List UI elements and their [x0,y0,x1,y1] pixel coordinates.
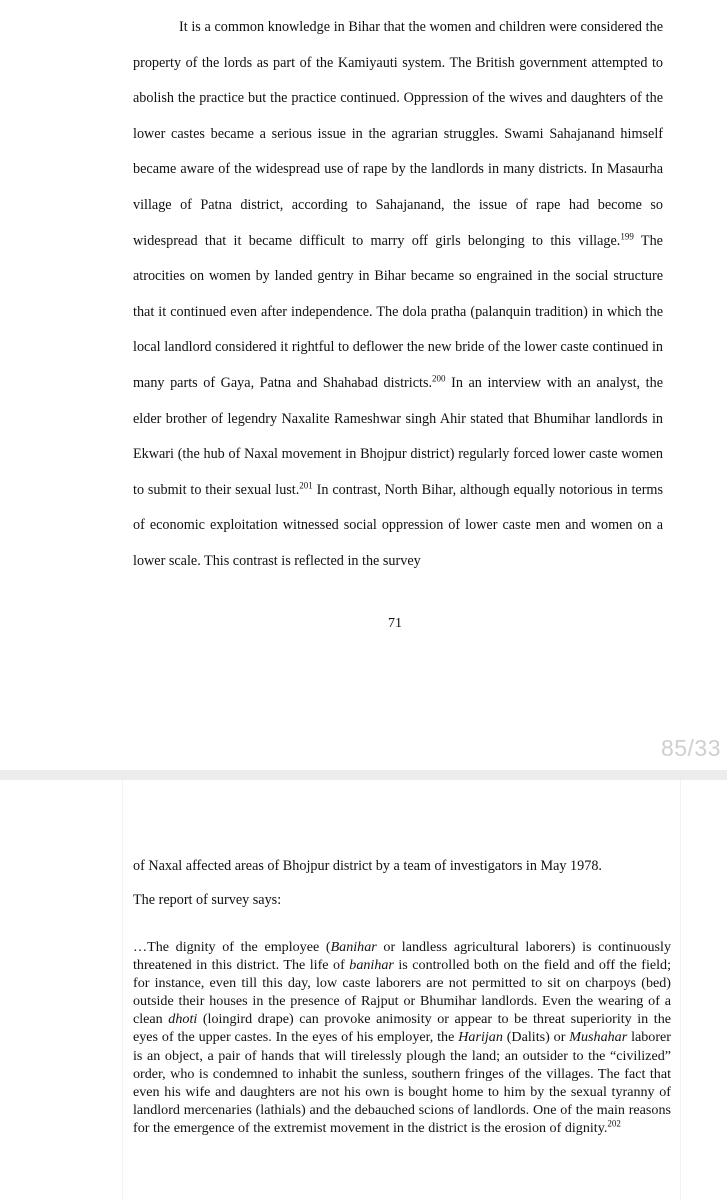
block-quote [133,938,671,1137]
continuation-line: of Naxal affected areas of Bhojpur district by a team of investigators in May 1978. [133,858,602,874]
footnote-marker: 200 [432,373,446,384]
body-paragraph [133,10,663,580]
page-counter: 85/33 [660,735,721,761]
text-run: is controlled both on the field and off the field; for instance, even till this day, low caste laborers are not permitted to sit on charpoys (bed) outside their houses in the presence of Rajput or Bhumihar landlords. Even the wearing of a clean [133,957,671,1028]
italic-term: dhoti [168,1011,198,1028]
page-edge-line [680,780,681,1200]
text-run: It is a common knowledge in Bihar that the women and children were considered the property of the lords as part of the Kamiyauti system. The British government attempted to abolish the practice but the practice continued. Oppression of the wives and daughters of the lower castes became a serious issue in the agrarian struggles. Swami Sahajanand himself became aware of the widespread use of rape by the landlords in many districts. In Masaurha village of Patna district, according to Sahajanand, the issue of rape had become so widespread that it became difficult to marry off girls belonging to this village. [133,19,663,249]
text-run: or landless agricultural laborers) is continuously threatened in this district. The life of [133,939,671,974]
text-run: laborer is an object, a pair of hands that will tirelessly plough the land; an outsider to the “civilized” order, who is condemned to inhabit the sunless, southern fringes of the villages. The fact that even his wife and daughters are not his own is bought home to him by the sexual tyranny of landlord mercenaries (lathials) and the debauched scions of landlords. One of the main reasons for the emergence of the extremist movement in the district is the erosion of dignity. [133,1029,671,1136]
italic-term: banihar [349,957,394,974]
italic-term: Harijan [458,1029,503,1046]
text-run: In contrast, North Bihar, although equally notorious in terms of economic exploitation witnessed social oppression of lower caste men and women on a lower scale. This contrast is reflected in the survey [133,481,663,569]
text-run: The atrocities on women by landed gentry in Bihar became so engrained in the social structure that it continued even after independence. The dola pratha (palanquin tradition) in which the local landlord considered it rightful to deflower the new bride of the lower caste continued in many parts of Gaya, Patna and Shahabad districts. [133,232,663,391]
text-run: (Dalits) or [502,1029,570,1046]
italic-term: Banihar [330,939,377,955]
footnote-marker: 199 [620,230,634,241]
paragraph-content [133,19,663,569]
text-run: …The dignity of the employee ( [133,939,331,955]
page-edge-line [122,780,123,1200]
italic-term: Mushahar [569,1029,628,1046]
page-number: 71 [388,616,402,631]
footnote-marker: 201 [299,479,313,490]
page-separator [0,770,727,780]
footnote-marker: 202 [607,1118,621,1129]
text-run: In an interview with an analyst, the elder brother of legendry Naxalite Rameshwar singh Ahir stated that Bhumihar landlords in Ekwari (the hub of Naxal movement in Bhojpur district) regularly forced lower caste women to submit to their sexual lust. [133,374,663,498]
document-page-bottom [0,780,727,1200]
report-intro: The report of survey says: [133,892,282,908]
text-run: (loingird drape) can provoke animosity or appear to be threat superiority in the eyes of the upper castes. In the eyes of his employer, the [133,1011,671,1046]
